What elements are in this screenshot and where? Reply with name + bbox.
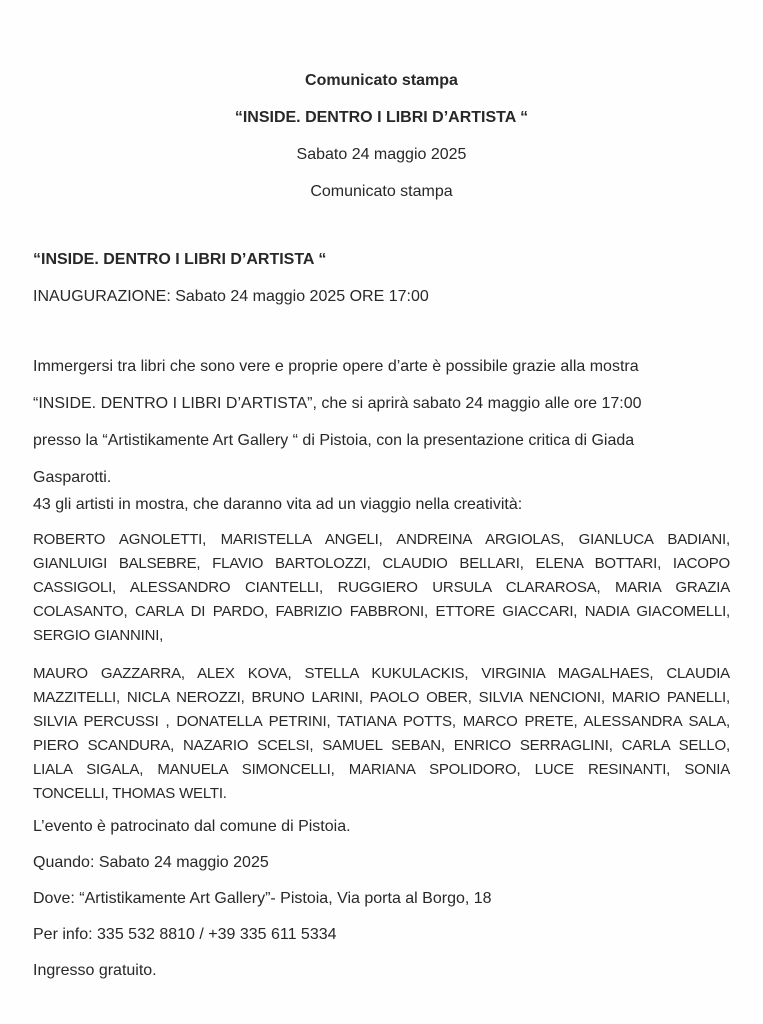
document-header <box>33 62 730 210</box>
text-line: MAZZITELLI, NICLA NEROZZI, BRUNO LARINI, PAOLO OBER, SILVIA NENCIONI, MARIO PANELLI, <box>33 689 730 706</box>
text-line: SERGIO GIANNINI, <box>33 627 164 644</box>
patronage-line: L’evento è patrocinato dal comune di Pistoia. <box>33 818 351 835</box>
text-line: TONCELLI, THOMAS WELTI. <box>33 785 227 802</box>
event-details-section <box>33 809 730 989</box>
text-line: ROBERTO AGNOLETTI, MARISTELLA ANGELI, ANDREINA ARGIOLAS, GIANLUCA BADIANI, <box>33 531 730 548</box>
text-line: Gasparotti. <box>33 469 112 486</box>
exhibition-title-centered: “INSIDE. DENTRO I LIBRI D’ARTISTA “ <box>234 109 529 126</box>
text-line: SILVIA PERCUSSI , DONATELLA PETRINI, TATIANA POTTS, MARCO PRETE, ALESSANDRA SALA, <box>33 713 730 730</box>
artists-list-2 <box>33 662 730 806</box>
text-line: GIANLUIGI BALSEBRE, FLAVIO BARTOLOZZI, CLAUDIO BELLARI, ELENA BOTTARI, IACOPO <box>33 555 730 572</box>
intro-paragraph <box>33 348 730 496</box>
text-line: COLASANTO, CARLA DI PARDO, FABRIZIO FABBRONI, ETTORE GIACCARI, NADIA GIACOMELLI, <box>33 603 730 620</box>
exhibition-date-centered: Sabato 24 maggio 2025 <box>296 146 467 163</box>
text-line: LIALA SIGALA, MANUELA SIMONCELLI, MARIANA SPOLIDORO, LUCE RESINANTI, SONIA <box>33 761 730 778</box>
text-line: “INSIDE. DENTRO I LIBRI D’ARTISTA”, che si aprirà sabato 24 maggio alle ore 17:00 <box>33 395 642 412</box>
text-line: Immergersi tra libri che sono vere e proprie opere d’arte è possibile grazie alla mostra <box>33 358 639 375</box>
event-inauguration-line: INAUGURAZIONE: Sabato 24 maggio 2025 ORE 17:00 <box>33 288 429 305</box>
artists-count-line: 43 gli artisti in mostra, che daranno vita ad un viaggio nella creatività: <box>33 496 523 513</box>
press-release-label: Comunicato stampa <box>305 72 458 89</box>
text-line: MAURO GAZZARRA, ALEX KOVA, STELLA KUKULACKIS, VIRGINIA MAGALHAES, CLAUDIA <box>33 665 730 682</box>
artists-list-1 <box>33 528 730 648</box>
text-line: PIERO SCANDURA, NAZARIO SCELSI, SAMUEL SEBAN, ENRICO SERRAGLINI, CARLA SELLO, <box>33 737 730 754</box>
text-line: CASSIGOLI, ALESSANDRO CIANTELLI, RUGGIERO URSULA CLARAROSA, MARIA GRAZIA <box>33 579 730 596</box>
when-line: Quando: Sabato 24 maggio 2025 <box>33 854 269 871</box>
info-line: Per info: 335 532 8810 / +39 335 611 5334 <box>33 926 337 943</box>
event-heading-section <box>33 241 730 315</box>
text-line: presso la “Artistikamente Art Gallery “ di Pistoia, con la presentazione critica di Giada <box>33 432 635 449</box>
where-line: Dove: “Artistikamente Art Gallery”- Pistoia, Via porta al Borgo, 18 <box>33 890 492 907</box>
event-title: “INSIDE. DENTRO I LIBRI D’ARTISTA “ <box>33 251 327 268</box>
admission-line: Ingresso gratuito. <box>33 962 157 979</box>
press-release-label-repeat: Comunicato stampa <box>310 183 453 200</box>
